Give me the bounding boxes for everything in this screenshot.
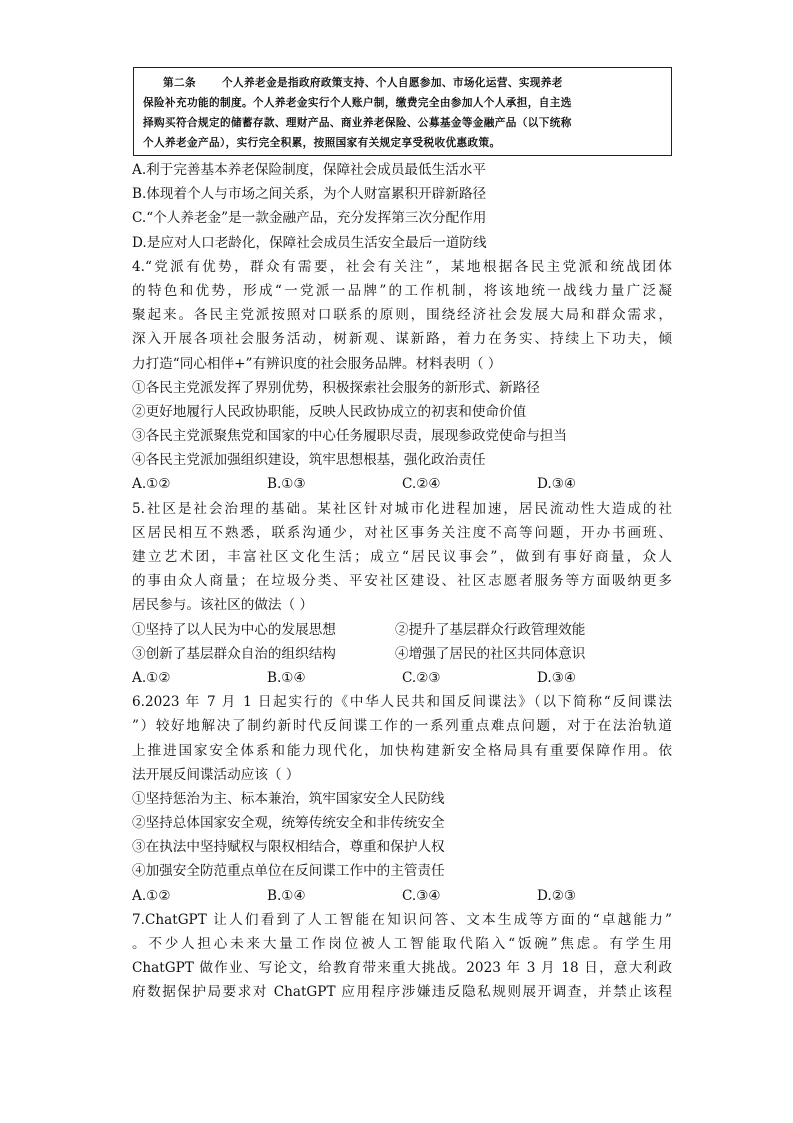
q6-stem-line: 法开展反间谍活动应该（ ） [132, 766, 300, 783]
q6-option-d: D.②③ [537, 887, 577, 904]
q6-stem-line: 6.2023 年 7 月 1 日起实行的《中华人民共和国反间谍法》（以下简称“反间谍法 [132, 694, 672, 711]
excerpt-line: 个人养老金产品），实行完全积累，按照国家有关规定享受税收优惠政策。 [143, 137, 501, 149]
q4-option-a: A.①② [132, 476, 171, 493]
q5-item: ②提升了基层群众行政管理效能 [395, 621, 586, 638]
q5-option-a: A.①② [132, 669, 171, 686]
q5-item-row [132, 618, 672, 642]
question-content [132, 158, 672, 1005]
excerpt-lead-text: 个人养老金是指政府政策支持、个人自愿参加、市场化运营、实现养老 [221, 77, 563, 89]
q3-option-d: D.是应对人口老龄化，保障社会成员生活安全最后一道防线 [132, 234, 487, 251]
q6-stem-line: 上推进国家安全体系和能力现代化，加快构建新安全格局具有重要保障作用。依 [132, 742, 672, 759]
q5-item: ①坚持了以人民为中心的发展思想 [132, 621, 336, 638]
q5-option-c: C.②③ [402, 669, 441, 686]
q4-option-d: D.③④ [537, 476, 577, 493]
q7-stem-line: 府数据保护局要求对 ChatGPT 应用程序涉嫌违反隐私规则展开调查，并禁止该程 [132, 984, 672, 1001]
q4-item: ③各民主党派聚焦党和国家的中心任务履职尽责，展现参政党使命与担当 [132, 428, 567, 445]
q5-stem-line: 区居民相互不熟悉，联系沟通少，对社区事务关注度不高等问题，开办书画班、 [132, 524, 672, 541]
q4-item: ④各民主党派加强组织建设，筑牢思想根基，强化政治责任 [132, 452, 486, 469]
q5-item-row [132, 642, 672, 666]
q7-stem-line: 7.ChatGPT 让人们看到了人工智能在知识问答、文本生成等方面的“卓越能力” [132, 911, 672, 928]
q5-stem-line: 的事由众人商量；在垃圾分类、平安社区建设、社区志愿者服务等方面吸纳更多 [132, 573, 672, 590]
q6-answer-options [132, 884, 672, 908]
q3-option-b: B.体现着个人与市场之间关系，为个人财富累积开辟新路径 [132, 186, 487, 203]
q4-stem-line: 深入开展各项社会服务活动，树新观、谋新路，着力在务实、持续上下功夫，倾 [132, 331, 672, 348]
q7-stem-line: 。不少人担心未来大量工作岗位被人工智能取代陷入“饭碗”焦虑。有学生用 [132, 936, 672, 952]
q6-item: ③在执法中坚持赋权与限权相结合，尊重和保护人权 [132, 839, 445, 856]
q6-item: ④加强安全防范重点单位在反间谍工作中的主管责任 [132, 863, 445, 880]
excerpt-line: 择购买符合规定的储蓄存款、理财产品、商业养老保险、公募基金等金融产品（以下统称 [143, 117, 572, 129]
q4-option-c: C.②④ [402, 476, 441, 493]
excerpt-line: 保险补充功能的制度。个人养老金实行个人账户制，缴费完全由参加人个人承担，自主选 [143, 97, 572, 109]
q5-option-b: B.①④ [267, 669, 306, 686]
excerpt-first-line [143, 73, 662, 93]
q5-stem-line: 5.社区是社会治理的基础。某社区针对城市化进程加速，居民流动性大造成的社 [132, 500, 672, 517]
q6-item: ②坚持总体国家安全观，统筹传统安全和非传统安全 [132, 815, 445, 832]
q4-stem-line: 4.“党派有优势，群众有需要，社会有关注”，某地根据各民主党派和统战团体 [132, 258, 672, 275]
q5-item: ③创新了基层群众自治的组织结构 [132, 645, 336, 662]
q5-stem-line: 居民参与。该社区的做法（ ） [132, 597, 314, 614]
q4-item: ②更好地履行人民政协职能，反映人民政协成立的初衷和使命价值 [132, 403, 527, 420]
q6-option-c: C.③④ [402, 887, 441, 904]
q5-option-d: D.③④ [537, 669, 577, 686]
q6-option-b: B.①④ [267, 887, 306, 904]
q4-stem-line: 力打造“同心相伴+”有辨识度的社会服务品牌。材料表明（ ） [132, 355, 502, 372]
q4-stem-line: 聚起来。各民主党派按照对口联系的原则，围绕经济社会发展大局和群众需求， [132, 307, 672, 324]
q4-item: ①各民主党派发挥了界别优势，积极探索社会服务的新形式、新路径 [132, 379, 540, 396]
q5-stem-line: 建立艺术团，丰富社区文化生活；成立“居民议事会”，做到有事好商量，众人 [132, 549, 672, 565]
q4-option-b: B.①③ [267, 476, 306, 493]
q4-stem-line: 的特色和优势，形成“一党派一品牌”的工作机制，将该地统一战线力量广泛凝 [132, 282, 672, 299]
q6-option-a: A.①② [132, 887, 171, 904]
q5-item: ④增强了居民的社区共同体意识 [395, 645, 586, 662]
q7-stem-line: ChatGPT 做作业、写论文，给教育带来重大挑战。2023 年 3 月 18 日，意大利政 [132, 960, 672, 977]
article-number: 第二条 [163, 77, 196, 89]
q4-answer-options [132, 472, 672, 496]
q3-option-c: C.“个人养老金”是一款金融产品，充分发挥第三次分配作用 [132, 210, 487, 227]
q6-stem-line: ”）较好地解决了制约新时代反间谍工作的一系列重点难点问题，对于在法治轨道 [132, 718, 672, 735]
q6-item: ①坚持惩治为主、标本兼治，筑牢国家安全人民防线 [132, 790, 445, 807]
policy-excerpt-box [133, 67, 672, 156]
q5-answer-options [132, 666, 672, 690]
q3-option-a: A.利于完善基本养老保险制度，保障社会成员最低生活水平 [132, 162, 486, 178]
